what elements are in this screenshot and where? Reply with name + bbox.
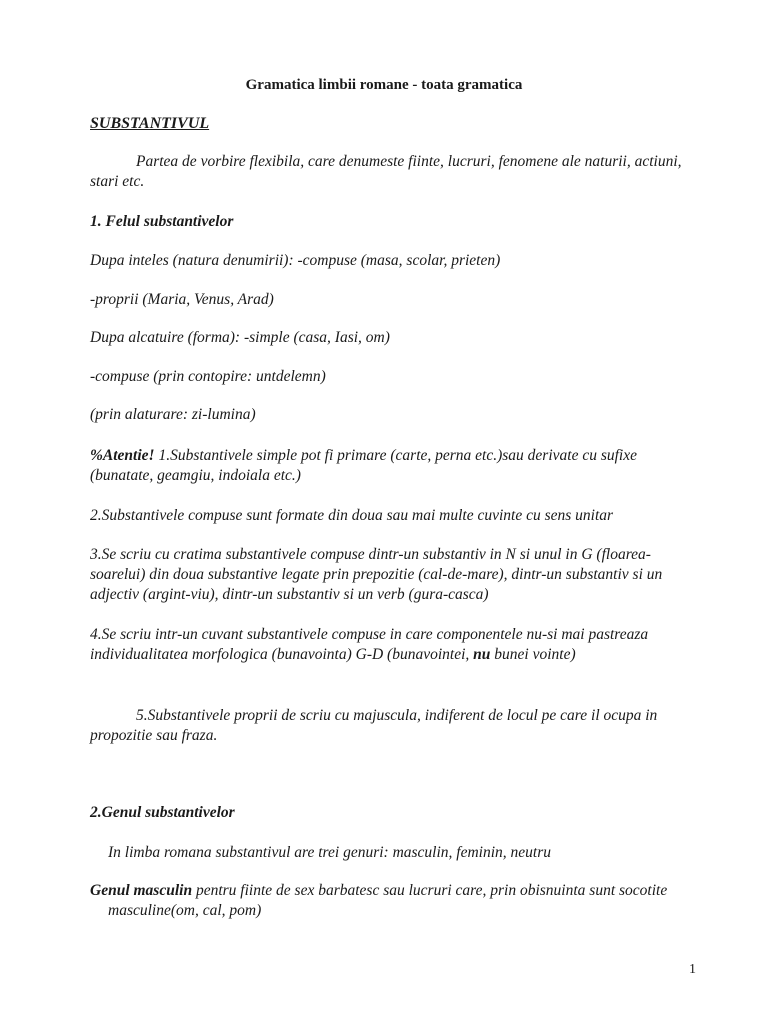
page-number: 1 [689,962,696,977]
masculin-text: pentru fiinte de sex barbatesc sau lucruri care, prin obisnuinta sunt socotite masculine(om, cal, pom) [108,882,668,919]
line-proprii: -proprii (Maria, Venus, Arad) [90,291,274,308]
subheading-felul: 1. Felul substantivelor [90,213,234,230]
subheading-genul: 2.Genul substantivelor [90,804,235,821]
masculin-label: Genul masculin [90,882,193,899]
intro-paragraph: Partea de vorbire flexibila, care denumeste fiinte, lucruri, fenomene ale naturii, actiuni, stari etc. [90,153,682,190]
line-dupa-alcatuire: Dupa alcatuire (forma): -simple (casa, Iasi, om) [90,329,390,346]
masculin-paragraph [90,881,703,921]
line-compuse-contopire: -compuse (prin contopire: untdelemn) [90,368,326,385]
point-4-text-after: bunei vointe) [490,646,576,663]
atentie-label: %Atentie! [90,447,155,464]
point-3: 3.Se scriu cu cratima substantivele compuse dintr-un substantiv in N si unul in G (floarea-soarelui) din doua substantive legate prin prepozitie (cal-de-mare), dintr-un substantiv si un adjectiv (argint-viu), dintr-un substantiv si un verb (gura-casca) [90,546,663,603]
atentie-text: 1.Substantivele simple pot fi primare (carte, perna etc.)sau derivate cu sufixe (bunatate, geamgiu, indoiala etc.) [90,447,637,484]
point-5: 5.Substantivele proprii de scriu cu majuscula, indiferent de locul pe care il ocupa in propozitie sau fraza. [90,707,658,744]
section-heading-substantivul: SUBSTANTIVUL [90,115,210,132]
point-4 [90,625,685,665]
line-alaturare: (prin alaturare: zi-lumina) [90,406,256,423]
atentie-paragraph [90,446,685,486]
point-4-text-before: 4.Se scriu intr-un cuvant substantivele compuse in care componentele nu-si mai pastreaza individualitatea morfologica (bunavointa) G-D (bunavointei, [90,626,649,663]
line-dupa-inteles: Dupa inteles (natura denumirii): -compuse (masa, scolar, prieten) [90,252,501,269]
document-title: Gramatica limbii romane - toata gramatica [245,77,523,93]
point-4-emphasis: nu [473,646,491,663]
genuri-line: In limba romana substantivul are trei genuri: masculin, feminin, neutru [108,844,552,861]
point-2: 2.Substantivele compuse sunt formate din doua sau mai multe cuvinte cu sens unitar [90,507,614,524]
